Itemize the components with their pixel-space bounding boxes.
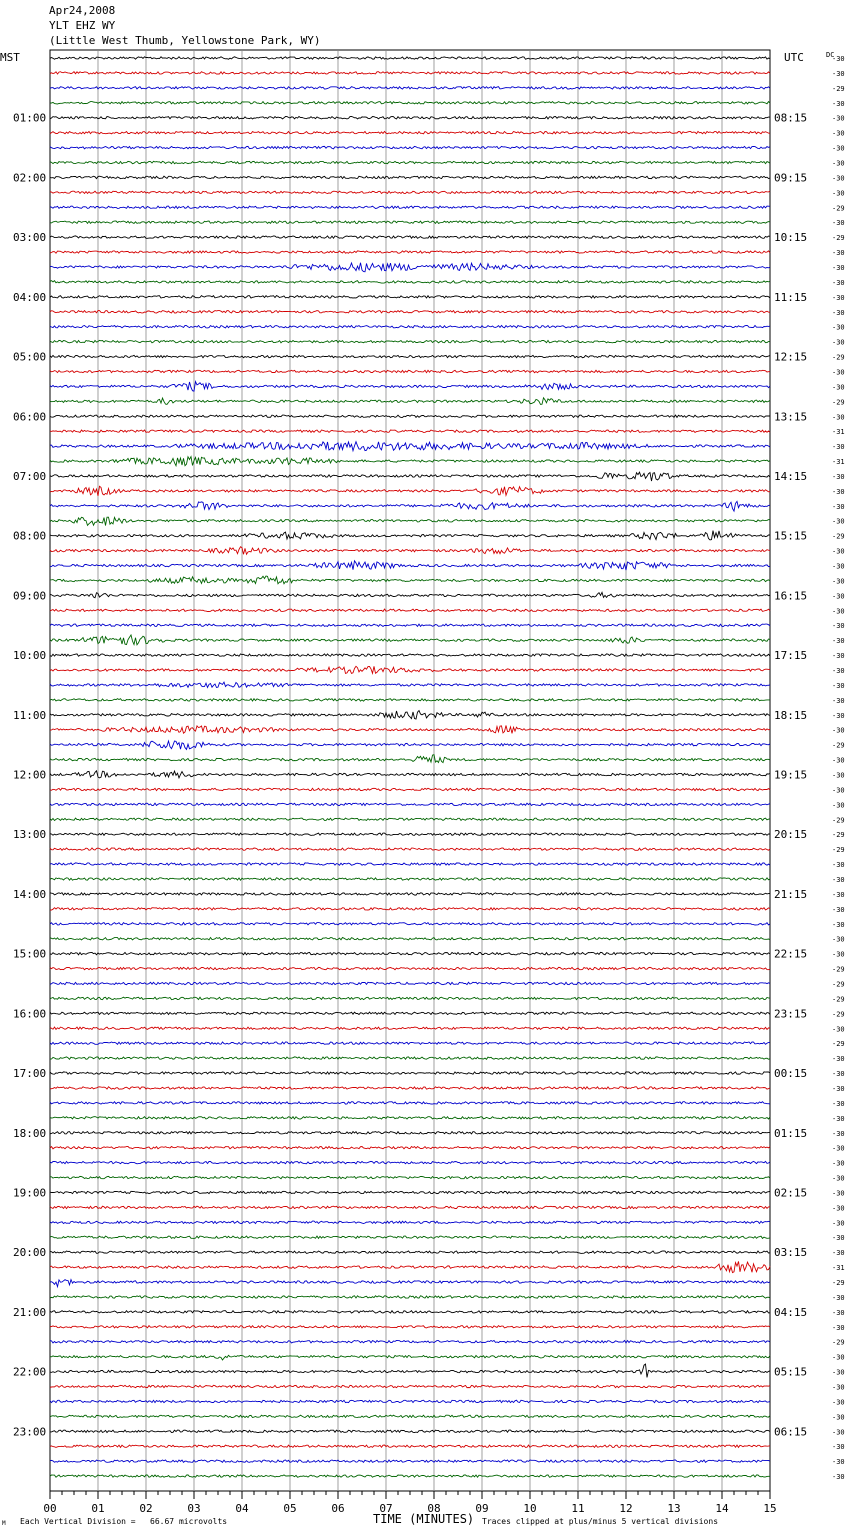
trace-line bbox=[50, 1385, 770, 1387]
hour-label-left: 23:00 bbox=[13, 1425, 47, 1439]
dc-offset-label: -30 bbox=[832, 1323, 845, 1332]
dc-offset-label: -30 bbox=[832, 875, 845, 884]
dc-offset-label: -30 bbox=[832, 696, 845, 705]
hour-label-left: 11:00 bbox=[13, 708, 47, 722]
dc-offset-label: -30 bbox=[832, 487, 845, 496]
hour-label-right: 12:15 bbox=[774, 350, 808, 364]
hour-label-right: 17:15 bbox=[774, 649, 808, 663]
x-tick-label: 00 bbox=[43, 1502, 57, 1515]
dc-offset-label: -30 bbox=[832, 1070, 845, 1079]
trace-group bbox=[50, 57, 770, 1478]
trace-line bbox=[50, 682, 770, 687]
dc-offset-label: -30 bbox=[832, 1129, 845, 1138]
trace-line bbox=[50, 176, 770, 178]
trace-line bbox=[50, 576, 770, 584]
trace-line bbox=[50, 1161, 770, 1163]
hour-label-left: 22:00 bbox=[13, 1365, 47, 1379]
x-tick-label: 04 bbox=[235, 1502, 249, 1515]
trace-line bbox=[50, 370, 770, 372]
dc-offset-label: -30 bbox=[832, 1055, 845, 1064]
trace-line bbox=[50, 561, 770, 570]
trace-line bbox=[50, 1415, 770, 1417]
dc-offset-label: -30 bbox=[832, 1114, 845, 1123]
dc-offset-label: -30 bbox=[832, 1308, 845, 1317]
dc-offset-label: -30 bbox=[832, 69, 845, 78]
hour-label-left: 07:00 bbox=[13, 469, 47, 483]
trace-line bbox=[50, 711, 770, 719]
dc-offset-label: -30 bbox=[832, 249, 845, 258]
trace-line bbox=[50, 517, 770, 525]
dc-offset-label: -30 bbox=[832, 114, 845, 123]
hour-label-left: 01:00 bbox=[13, 111, 47, 125]
trace-line bbox=[50, 1311, 770, 1313]
dc-offset-label: -30 bbox=[832, 1189, 845, 1198]
trace-line bbox=[50, 1072, 770, 1074]
hour-label-left: 12:00 bbox=[13, 768, 47, 782]
trace-line bbox=[50, 398, 770, 405]
trace-line bbox=[50, 102, 770, 104]
trace-line bbox=[50, 430, 770, 432]
trace-line bbox=[50, 923, 770, 925]
dc-offset-label: -30 bbox=[832, 129, 845, 138]
dc-offset-label: -30 bbox=[832, 652, 845, 661]
trace-line bbox=[50, 726, 770, 734]
x-tick-label: 06 bbox=[331, 1502, 345, 1515]
dc-offset-label: -29 bbox=[832, 1040, 845, 1049]
hour-label-left: 15:00 bbox=[13, 947, 47, 961]
trace-line bbox=[50, 1326, 770, 1328]
trace-line bbox=[50, 666, 770, 673]
trace-line bbox=[50, 236, 770, 238]
trace-line bbox=[50, 893, 770, 895]
dc-offset-label: -31 bbox=[832, 458, 845, 467]
trace-line bbox=[50, 771, 770, 778]
dc-offset-label: -29 bbox=[832, 980, 845, 989]
dc-offset-label: -29 bbox=[832, 353, 845, 362]
dc-offset-label: -30 bbox=[832, 383, 845, 392]
trace-line bbox=[50, 848, 770, 850]
hour-label-right: 15:15 bbox=[774, 529, 808, 543]
dc-offset-label: -31 bbox=[832, 428, 845, 437]
dc-offset-label: -30 bbox=[832, 577, 845, 586]
dc-offset-label: -30 bbox=[832, 472, 845, 481]
hour-label-right: 23:15 bbox=[774, 1007, 808, 1021]
dc-offset-label: -30 bbox=[832, 1174, 845, 1183]
dc-offset-label: -30 bbox=[832, 801, 845, 810]
trace-line bbox=[50, 1261, 770, 1272]
dc-offset-label: -30 bbox=[832, 905, 845, 914]
hour-label-left: 16:00 bbox=[13, 1007, 47, 1021]
dc-offset-label: -30 bbox=[832, 413, 845, 422]
dc-offset-label: -30 bbox=[832, 726, 845, 735]
dc-offset-label: -30 bbox=[832, 1159, 845, 1168]
trace-line bbox=[50, 1042, 770, 1044]
trace-line bbox=[50, 803, 770, 805]
hour-label-left: 17:00 bbox=[13, 1067, 47, 1081]
trace-line bbox=[50, 415, 770, 417]
trace-line bbox=[50, 878, 770, 880]
trace-line bbox=[50, 863, 770, 865]
dc-offset-label: -30 bbox=[832, 189, 845, 198]
hour-label-left: 14:00 bbox=[13, 887, 47, 901]
dc-offset-label: -30 bbox=[832, 861, 845, 870]
trace-line bbox=[50, 967, 770, 969]
x-tick-label: 14 bbox=[715, 1502, 729, 1515]
hour-label-right: 01:15 bbox=[774, 1126, 808, 1140]
hour-label-left: 02:00 bbox=[13, 171, 47, 185]
dc-offset-label: -30 bbox=[832, 99, 845, 108]
dc-offset-label: -29 bbox=[832, 1279, 845, 1288]
date-label: Apr24,2008 bbox=[49, 4, 116, 17]
trace-line bbox=[50, 161, 770, 163]
dc-offset-label: -30 bbox=[832, 1368, 845, 1377]
dc-offset-label: -30 bbox=[832, 55, 845, 63]
x-tick-label: 15 bbox=[763, 1502, 777, 1515]
clip-note: Traces clipped at plus/minus 5 vertical divisions bbox=[482, 1517, 719, 1526]
hour-label-left: 09:00 bbox=[13, 589, 47, 603]
dc-offset-label: -30 bbox=[832, 592, 845, 601]
trace-line bbox=[50, 146, 770, 148]
trace-line bbox=[50, 1280, 770, 1287]
dc-offset-label: -29 bbox=[832, 816, 845, 825]
dc-offset-label: -30 bbox=[832, 547, 845, 556]
hour-label-right: 02:15 bbox=[774, 1186, 808, 1200]
x-tick-label: 01 bbox=[91, 1502, 105, 1515]
dc-offset-label: -29 bbox=[832, 532, 845, 541]
x-tick-label: 12 bbox=[619, 1502, 633, 1515]
trace-line bbox=[50, 1132, 770, 1134]
dc-offset-label: -30 bbox=[832, 517, 845, 526]
trace-line bbox=[50, 87, 770, 89]
hour-label-left: 18:00 bbox=[13, 1126, 47, 1140]
trace-line bbox=[50, 263, 770, 272]
trace-line bbox=[50, 531, 770, 540]
dc-offset-label: -29 bbox=[832, 84, 845, 93]
dc-offset-label: -30 bbox=[832, 1428, 845, 1437]
trace-line bbox=[50, 908, 770, 910]
trace-line bbox=[50, 952, 770, 954]
left-timezone-label: MST bbox=[0, 51, 20, 64]
x-tick-label: 03 bbox=[187, 1502, 201, 1515]
x-tick-label: 05 bbox=[283, 1502, 297, 1515]
x-tick-label: 10 bbox=[523, 1502, 537, 1515]
dc-offset-label: -30 bbox=[832, 159, 845, 168]
trace-line bbox=[50, 486, 770, 496]
dc-offset-label: -30 bbox=[832, 1084, 845, 1093]
dc-offset-label: -29 bbox=[832, 995, 845, 1004]
trace-line bbox=[50, 1087, 770, 1089]
trace-line bbox=[50, 833, 770, 835]
scale-note: Each Vertical Division = 66.67 microvolts bbox=[20, 1517, 228, 1526]
hour-label-right: 20:15 bbox=[774, 828, 808, 842]
dc-offset-label: -30 bbox=[832, 219, 845, 228]
dc-offset-label: -30 bbox=[832, 1025, 845, 1034]
dc-offset-label: -30 bbox=[832, 1458, 845, 1467]
hour-label-right: 18:15 bbox=[774, 708, 808, 722]
dc-offset-label: -30 bbox=[832, 1219, 845, 1228]
trace-line bbox=[50, 1251, 770, 1253]
hour-label-left: 03:00 bbox=[13, 231, 47, 245]
dc-offset-label: -30 bbox=[832, 786, 845, 795]
dc-offset-label: -30 bbox=[832, 1353, 845, 1362]
dc-offset-label: -29 bbox=[832, 741, 845, 750]
dc-offset-label: -30 bbox=[832, 308, 845, 317]
dc-offset-label: -30 bbox=[832, 1293, 845, 1302]
dc-label: DC bbox=[826, 51, 835, 59]
trace-line bbox=[50, 296, 770, 298]
dc-offset-label: -30 bbox=[832, 1234, 845, 1243]
trace-line bbox=[50, 1296, 770, 1298]
dc-offset-label: -30 bbox=[832, 681, 845, 690]
trace-line bbox=[50, 1236, 770, 1238]
dc-offset-label: -30 bbox=[832, 174, 845, 183]
trace-line bbox=[50, 741, 770, 749]
trace-line bbox=[50, 1117, 770, 1119]
dc-offset-label: -30 bbox=[832, 263, 845, 272]
x-tick-label: 08 bbox=[427, 1502, 441, 1515]
dc-offset-label: -30 bbox=[832, 1099, 845, 1108]
trace-line bbox=[50, 982, 770, 984]
x-tick-label: 07 bbox=[379, 1502, 393, 1515]
trace-line bbox=[50, 654, 770, 656]
trace-line bbox=[50, 501, 770, 511]
x-tick-label: 02 bbox=[139, 1502, 153, 1515]
dc-offset-label: -30 bbox=[832, 502, 845, 511]
trace-line bbox=[50, 1221, 770, 1223]
hour-label-left: 20:00 bbox=[13, 1246, 47, 1260]
dc-offset-label: -29 bbox=[832, 398, 845, 407]
trace-line bbox=[50, 624, 770, 626]
trace-line bbox=[50, 472, 770, 481]
dc-offset-label: -30 bbox=[832, 338, 845, 347]
dc-offset-label: -30 bbox=[832, 607, 845, 616]
dc-offset-label: -29 bbox=[832, 1338, 845, 1347]
hour-label-right: 22:15 bbox=[774, 947, 808, 961]
dc-offset-label: -31 bbox=[832, 1264, 845, 1273]
hour-label-right: 09:15 bbox=[774, 171, 808, 185]
dc-offset-label: -30 bbox=[832, 562, 845, 571]
hour-label-left: 06:00 bbox=[13, 410, 47, 424]
location-label: (Little West Thumb, Yellowstone Park, WY) bbox=[49, 34, 321, 47]
trace-line bbox=[50, 1460, 770, 1462]
dc-offset-label: -30 bbox=[832, 667, 845, 676]
trace-line bbox=[50, 131, 770, 133]
hour-label-left: 10:00 bbox=[13, 649, 47, 663]
dc-offset-label: -29 bbox=[832, 965, 845, 974]
hour-label-right: 10:15 bbox=[774, 231, 808, 245]
trace-line bbox=[50, 1176, 770, 1178]
hour-label-right: 16:15 bbox=[774, 589, 808, 603]
trace-line bbox=[50, 1364, 770, 1377]
dc-offset-label: -29 bbox=[832, 846, 845, 855]
hour-label-left: 08:00 bbox=[13, 529, 47, 543]
dc-offset-label: -29 bbox=[832, 234, 845, 243]
hour-label-right: 21:15 bbox=[774, 887, 808, 901]
trace-line bbox=[50, 206, 770, 208]
trace-line bbox=[50, 72, 770, 74]
dc-offset-label: -30 bbox=[832, 756, 845, 765]
trace-line bbox=[50, 311, 770, 313]
trace-line bbox=[50, 442, 770, 451]
dc-offset-label: -30 bbox=[832, 1413, 845, 1422]
dc-offset-label: -30 bbox=[832, 443, 845, 452]
trace-line bbox=[50, 997, 770, 999]
dc-offset-label: -30 bbox=[832, 278, 845, 287]
dc-offset-label: -29 bbox=[832, 1010, 845, 1019]
trace-line bbox=[50, 788, 770, 790]
right-timezone-label: UTC bbox=[784, 51, 804, 64]
trace-line bbox=[50, 1355, 770, 1360]
hour-label-left: 21:00 bbox=[13, 1305, 47, 1319]
dc-offset-label: -30 bbox=[832, 1443, 845, 1452]
hour-label-right: 13:15 bbox=[774, 410, 808, 424]
dc-offset-label: -30 bbox=[832, 935, 845, 944]
dc-offset-label: -30 bbox=[832, 144, 845, 153]
hour-label-right: 08:15 bbox=[774, 111, 808, 125]
x-tick-label: 11 bbox=[571, 1502, 585, 1515]
trace-line bbox=[50, 1341, 770, 1343]
trace-line bbox=[50, 938, 770, 940]
hour-label-right: 03:15 bbox=[774, 1246, 808, 1260]
trace-line bbox=[50, 1147, 770, 1149]
x-tick-label: 13 bbox=[667, 1502, 681, 1515]
hour-label-left: 19:00 bbox=[13, 1186, 47, 1200]
dc-offset-label: -29 bbox=[832, 831, 845, 840]
trace-line bbox=[50, 547, 770, 555]
trace-line bbox=[50, 57, 770, 59]
hour-label-right: 00:15 bbox=[774, 1067, 808, 1081]
trace-line bbox=[50, 1475, 770, 1477]
trace-line bbox=[50, 117, 770, 119]
trace-line bbox=[50, 1400, 770, 1402]
trace-line bbox=[50, 326, 770, 328]
dc-offset-label: -30 bbox=[832, 622, 845, 631]
trace-line bbox=[50, 191, 770, 193]
hour-label-right: 06:15 bbox=[774, 1425, 808, 1439]
dc-offset-label: -30 bbox=[832, 293, 845, 302]
trace-line bbox=[50, 281, 770, 283]
trace-line bbox=[50, 251, 770, 253]
trace-line bbox=[50, 635, 770, 645]
dc-offset-label: -30 bbox=[832, 1144, 845, 1153]
trace-line bbox=[50, 609, 770, 611]
trace-line bbox=[50, 340, 770, 342]
dc-offset-label: -30 bbox=[832, 920, 845, 929]
trace-line bbox=[50, 818, 770, 820]
trace-line bbox=[50, 1191, 770, 1193]
hour-label-right: 04:15 bbox=[774, 1305, 808, 1319]
trace-line bbox=[50, 1445, 770, 1447]
trace-line bbox=[50, 382, 770, 392]
trace-line bbox=[50, 1012, 770, 1014]
dc-offset-label: -30 bbox=[832, 1398, 845, 1407]
trace-line bbox=[50, 1057, 770, 1059]
hour-label-left: 05:00 bbox=[13, 350, 47, 364]
x-axis-title: TIME (MINUTES) bbox=[373, 1512, 475, 1526]
hour-label-left: 04:00 bbox=[13, 290, 47, 304]
dc-offset-label: -30 bbox=[832, 1249, 845, 1258]
trace-line bbox=[50, 1027, 770, 1029]
dc-offset-label: -30 bbox=[832, 711, 845, 720]
trace-line bbox=[50, 1206, 770, 1208]
dc-offset-label: -30 bbox=[832, 1383, 845, 1392]
dc-offset-label: -30 bbox=[832, 771, 845, 780]
dc-offset-label: -30 bbox=[832, 890, 845, 899]
station-label: YLT EHZ WY bbox=[49, 19, 116, 32]
dc-offset-label: -30 bbox=[832, 368, 845, 377]
dc-offset-label: -30 bbox=[832, 323, 845, 332]
trace-line bbox=[50, 1102, 770, 1104]
dc-offset-label: -30 bbox=[832, 1204, 845, 1213]
trace-line bbox=[50, 699, 770, 701]
corner-mark: M bbox=[2, 1520, 6, 1527]
trace-line bbox=[50, 355, 770, 357]
trace-line bbox=[50, 592, 770, 597]
hour-label-right: 14:15 bbox=[774, 469, 808, 483]
dc-offset-label: -30 bbox=[832, 1473, 845, 1482]
hour-label-right: 11:15 bbox=[774, 290, 808, 304]
hour-label-left: 13:00 bbox=[13, 828, 47, 842]
dc-offset-label: -30 bbox=[832, 637, 845, 646]
dc-offset-label: -30 bbox=[832, 950, 845, 959]
trace-line bbox=[50, 457, 770, 466]
hour-label-right: 05:15 bbox=[774, 1365, 808, 1379]
dc-offset-label: -29 bbox=[832, 204, 845, 213]
x-tick-label: 09 bbox=[475, 1502, 489, 1515]
trace-line bbox=[50, 1430, 770, 1432]
trace-line bbox=[50, 755, 770, 763]
hour-label-right: 19:15 bbox=[774, 768, 808, 782]
trace-line bbox=[50, 221, 770, 223]
